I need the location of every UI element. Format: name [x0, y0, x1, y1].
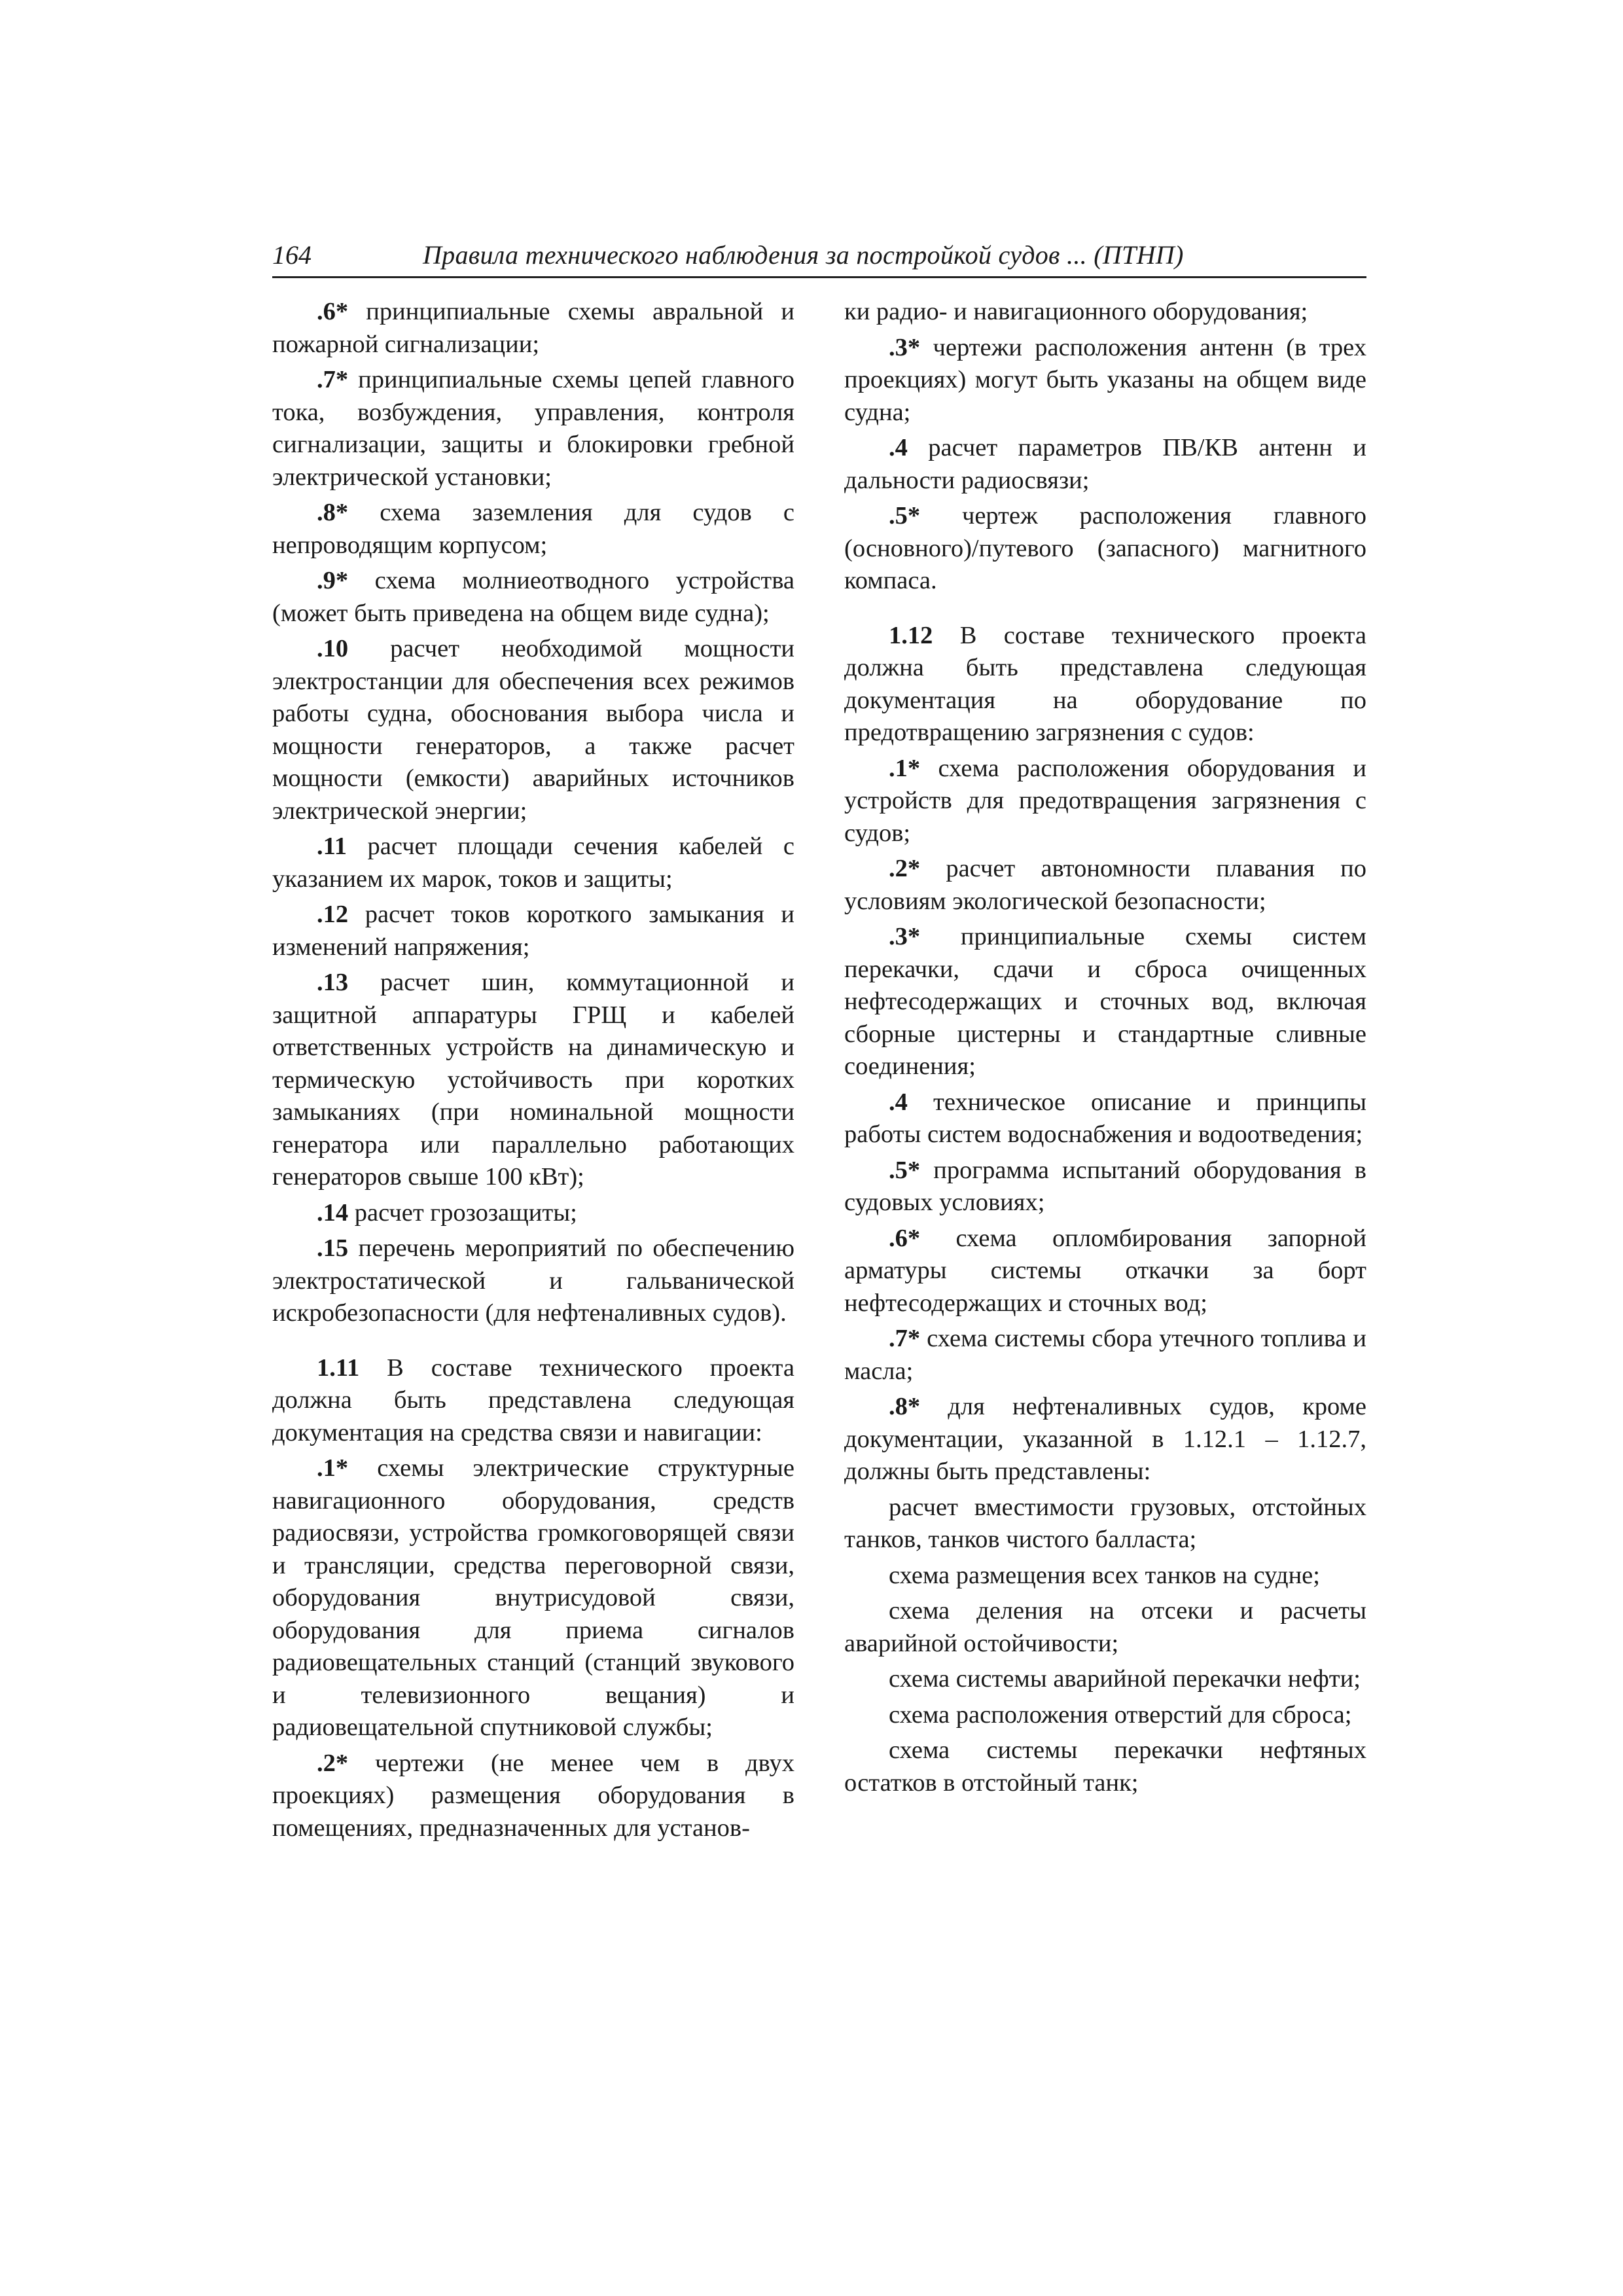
item-text: расчет необходимой мощности электростанции для обеспечения всех режимов работы судна, обоснования выбора числа и мощности генераторов, а также расчет мощности (емкости) аварийных источников электрической энергии; — [272, 635, 794, 825]
right-column — [844, 296, 1366, 1803]
item-number: .4 — [889, 434, 908, 461]
item-text: схема расположения отверстий для сброса; — [889, 1700, 1352, 1729]
item-text: В составе технического проекта должна быть представлена следующая документация на оборудование по предотвращению загрязнения с судов: — [844, 621, 1366, 746]
list-item — [272, 633, 794, 827]
item-number: .3* — [889, 333, 921, 361]
item-number: .8* — [317, 499, 349, 526]
item-text: схема молниеотводного устройства (может быть приведена на общем виде судна); — [272, 567, 794, 627]
item-text: схема системы аварийной перекачки нефти; — [889, 1665, 1361, 1693]
item-number: .15 — [317, 1234, 349, 1262]
item-number: .11 — [317, 833, 348, 860]
item-text: расчет вместимости грузовых, отстойных танков, танков чистого балласта; — [844, 1493, 1366, 1553]
list-item — [844, 1492, 1366, 1556]
item-text: расчет грозозащиты; — [348, 1198, 577, 1227]
left-column — [272, 296, 794, 1848]
item-number: .14 — [317, 1198, 349, 1227]
list-item — [844, 1699, 1366, 1732]
item-number: .4 — [889, 1088, 908, 1116]
page-header — [272, 237, 1366, 278]
list-item — [844, 1734, 1366, 1799]
item-number: .2* — [317, 1749, 349, 1777]
list-item — [844, 332, 1366, 429]
item-number: .1* — [317, 1454, 349, 1482]
list-item — [844, 853, 1366, 918]
item-text: схема системы перекачки нефтяных остатков в отстойный танк; — [844, 1736, 1366, 1797]
item-number: 1.12 — [889, 621, 933, 649]
list-item — [272, 831, 794, 895]
item-text: программа испытаний оборудования в судовых условиях; — [844, 1156, 1366, 1216]
list-item — [272, 565, 794, 630]
item-text: принципиальные схемы цепей главного тока, возбуждения, управления, контроля сигнализации, защиты и блокировки гребной электрической установки; — [272, 366, 794, 491]
item-text: схема системы сбора утечного топлива и масла; — [844, 1325, 1366, 1385]
list-item — [272, 1197, 794, 1230]
section-paragraph — [844, 620, 1366, 749]
list-item — [844, 1560, 1366, 1592]
item-text: расчет площади сечения кабелей с указанием их марок, токов и защиты; — [272, 833, 794, 893]
item-text: расчет автономности плавания по условиям экологической безопасности; — [844, 855, 1366, 915]
item-text: расчет шин, коммутационной и защитной аппаратуры ГРЩ и кабелей ответственных устройств на динамическую и термическую устойчивость при коротких замыканиях (при номинальной мощности генератора или параллельно работающих генераторов свыше 100 кВт); — [272, 969, 794, 1191]
list-item — [844, 296, 1366, 329]
item-number: .2* — [889, 855, 921, 882]
list-item — [272, 1748, 794, 1845]
section-paragraph — [272, 1352, 794, 1450]
item-text: для нефтеналивных судов, кроме документации, указанной в 1.12.1 – 1.12.7, должны быть представлены: — [844, 1393, 1366, 1485]
item-text: схема заземления для судов с непроводящим корпусом; — [272, 499, 794, 559]
item-text: техническое описание и принципы работы систем водоснабжения и водоотведения; — [844, 1088, 1366, 1148]
list-item — [844, 500, 1366, 598]
list-item — [272, 1232, 794, 1330]
item-text: схема размещения всех танков на судне; — [889, 1561, 1320, 1589]
list-item — [844, 1595, 1366, 1660]
list-item — [844, 432, 1366, 497]
list-item — [272, 1452, 794, 1744]
item-number: .7* — [889, 1325, 921, 1352]
item-number: .1* — [889, 754, 921, 782]
item-number: .10 — [317, 635, 349, 662]
item-number: .3* — [889, 923, 921, 950]
list-item — [844, 1323, 1366, 1388]
item-text: расчет токов короткого замыкания и изменений напряжения; — [272, 901, 794, 961]
item-text: ки радио- и навигационного оборудования; — [844, 298, 1308, 325]
item-number: .12 — [317, 901, 349, 928]
item-number: 1.11 — [317, 1354, 360, 1382]
item-number: .6* — [889, 1224, 921, 1252]
list-item — [844, 1155, 1366, 1219]
list-item — [272, 899, 794, 963]
item-text: принципиальные схемы систем перекачки, сдачи и сброса очищенных нефтесодержащих и сточных вод, включая сборные цистерны и стандартные сливные соединения; — [844, 923, 1366, 1080]
list-item — [844, 1391, 1366, 1488]
item-text: схемы электрические структурные навигационного оборудования, средств радиосвязи, устройства громкоговорящей связи и трансляции, средства переговорной связи, оборудования внутрисудовой связи, оборудования для приема сигналов радиовещательных станций (станций звукового и телевизионного вещания) и радиовещательной спутниковой службы; — [272, 1454, 794, 1741]
item-number: .9* — [317, 567, 349, 594]
item-text: чертежи расположения антенн (в трех проекциях) могут быть указаны на общем виде судна; — [844, 333, 1366, 426]
list-item — [844, 753, 1366, 850]
item-text: схема опломбирования запорной арматуры системы откачки за борт нефтесодержащих и сточных вод; — [844, 1224, 1366, 1317]
item-text: чертеж расположения главного (основного)/путевого (запасного) магнитного компаса. — [844, 502, 1366, 594]
item-number: .8* — [889, 1393, 921, 1420]
item-number: .5* — [889, 502, 921, 529]
item-text: В составе технического проекта должна быть представлена следующая документация на средства связи и навигации: — [272, 1354, 794, 1446]
list-item — [844, 921, 1366, 1083]
item-text: схема деления на отсеки и расчеты аварийной остойчивости; — [844, 1597, 1366, 1657]
item-number: .7* — [317, 366, 349, 393]
item-text: расчет параметров ПВ/КВ антенн и дальности радиосвязи; — [844, 434, 1366, 494]
item-text: перечень мероприятий по обеспечению электростатической и гальванической искробезопасности (для нефтеналивных судов). — [272, 1234, 794, 1327]
item-text: чертежи (не менее чем в двух проекциях) размещения оборудования в помещениях, предназначенных для установ- — [272, 1749, 794, 1842]
item-number: .13 — [317, 969, 349, 996]
list-item — [272, 364, 794, 493]
list-item — [844, 1086, 1366, 1151]
item-number: .5* — [889, 1156, 921, 1184]
list-item — [844, 1223, 1366, 1320]
item-text: схема расположения оборудования и устройств для предотвращения загрязнения с судов; — [844, 754, 1366, 847]
running-title: Правила технического наблюдения за постройкой судов ... (ПТНП) — [423, 240, 1184, 270]
list-item — [272, 296, 794, 361]
list-item — [272, 497, 794, 562]
item-number: .6* — [317, 298, 349, 325]
item-text: принципиальные схемы авральной и пожарной сигнализации; — [272, 298, 794, 358]
page-number: 164 — [272, 240, 312, 270]
list-item — [844, 1663, 1366, 1696]
list-item — [272, 967, 794, 1194]
